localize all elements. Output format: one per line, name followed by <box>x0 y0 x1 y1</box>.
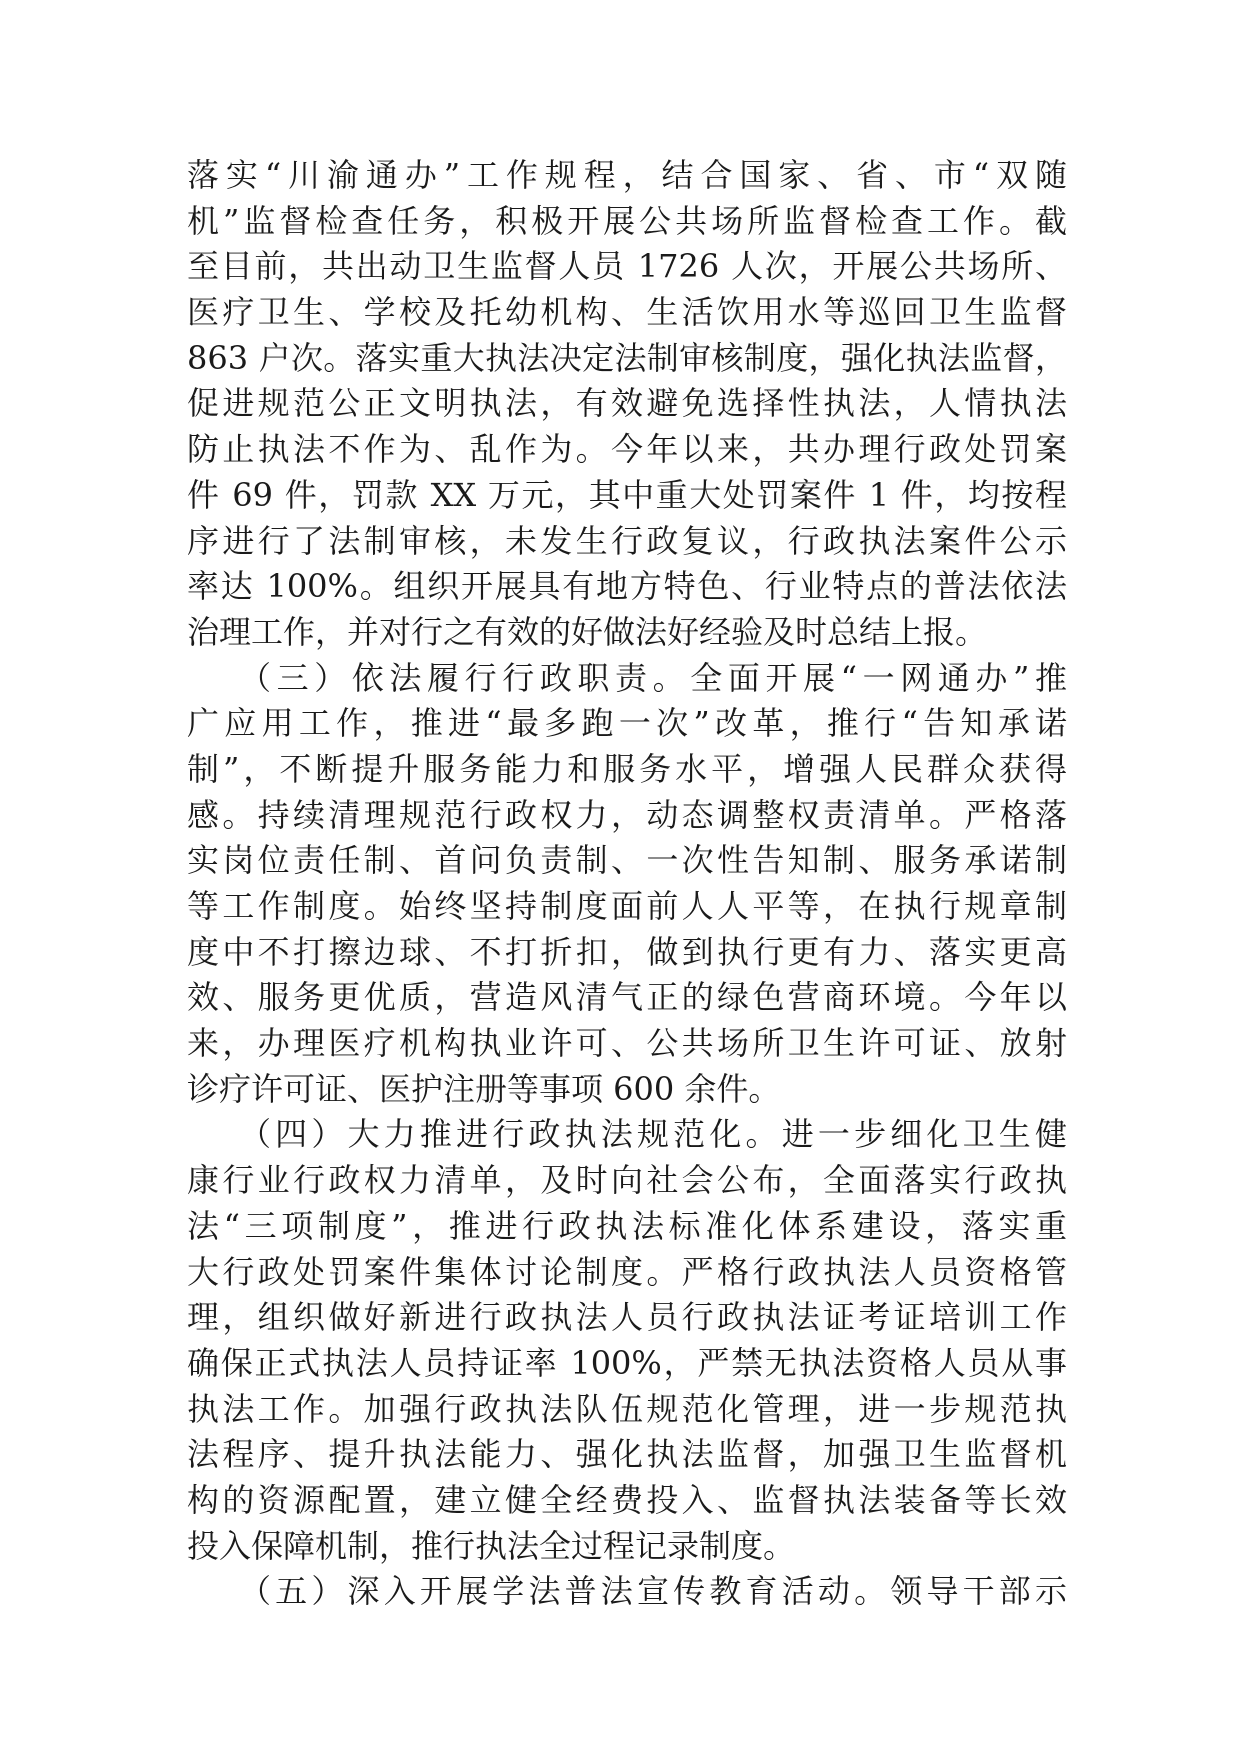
text-line: 确保正式执法人员持证率 100%，严禁无执法资格人员从事 <box>187 1343 1067 1382</box>
text-line: 863 户次。落实重大执法决定法制审核制度，强化执法监督， <box>187 338 1067 377</box>
text-line: 件 69 件，罚款 XX 万元，其中重大处罚案件 1 件，均按程 <box>187 475 1067 514</box>
document-body <box>187 153 1067 1615</box>
text-line: 广应用工作，推进“最多跑一次”改革，推行“告知承诺 <box>187 704 1067 743</box>
text-line: （三）依法履行行政职责。全面开展“一网通办”推 <box>239 658 1067 697</box>
text-line: 构的资源配置，建立健全经费投入、监督执法装备等长效 <box>187 1480 1067 1519</box>
text-line: 防止执法不作为、乱作为。今年以来，共办理行政处罚案 <box>187 430 1067 469</box>
text-line: 效、服务更优质，营造风清气正的绿色营商环境。今年以 <box>187 978 1067 1017</box>
text-line: （四）大力推进行政执法规范化。进一步细化卫生健 <box>239 1115 1067 1154</box>
text-line: 法“三项制度”，推进行政执法标准化体系建设，落实重 <box>187 1206 1067 1245</box>
text-line: （五）深入开展学法普法宣传教育活动。领导干部示 <box>239 1572 1067 1611</box>
text-line: 理，组织做好新进行政执法人员行政执法证考证培训工作 <box>187 1298 1067 1337</box>
text-line: 度中不打擦边球、不打折扣，做到执行更有力、落实更高 <box>187 932 1067 971</box>
text-line: 大行政处罚案件集体讨论制度。严格行政执法人员资格管 <box>187 1252 1067 1291</box>
text-line: 感。持续清理规范行政权力，动态调整权责清单。严格落 <box>187 795 1067 834</box>
text-line: 落实“川渝通办”工作规程，结合国家、省、市“双随 <box>187 156 1067 194</box>
text-line: 制”，不断提升服务能力和服务水平，增强人民群众获得 <box>187 749 1067 788</box>
text-line: 至目前，共出动卫生监督人员 1726 人次，开展公共场所、 <box>187 247 1067 286</box>
text-line: 法程序、提升执法能力、强化执法监督，加强卫生监督机 <box>187 1435 1067 1474</box>
text-line: 促进规范公正文明执法，有效避免选择性执法，人情执法 <box>187 384 1067 423</box>
text-line: 实岗位责任制、首问负责制、一次性告知制、服务承诺制 <box>187 841 1067 880</box>
text-line: 医疗卫生、学校及托幼机构、生活饮用水等巡回卫生监督 <box>187 293 1067 332</box>
text-line: 执法工作。加强行政执法队伍规范化管理，进一步规范执 <box>187 1389 1067 1428</box>
text-line: 诊疗许可证、医护注册等事项 600 余件。 <box>187 1069 781 1108</box>
text-line: 投入保障机制，推行执法全过程记录制度。 <box>187 1526 796 1565</box>
text-line: 机”监督检查任务，积极开展公共场所监督检查工作。截 <box>187 201 1067 240</box>
text-line: 治理工作，并对行之有效的好做法好经验及时总结上报。 <box>187 612 988 651</box>
text-line: 来，办理医疗机构执业许可、公共场所卫生许可证、放射 <box>187 1024 1067 1063</box>
text-line: 序进行了法制审核，未发生行政复议，行政执法案件公示 <box>187 521 1067 560</box>
text-line: 康行业行政权力清单，及时向社会公布，全面落实行政执 <box>187 1161 1067 1200</box>
text-line: 等工作制度。始终坚持制度面前人人平等，在执行规章制 <box>187 887 1067 925</box>
text-line: 率达 100%。组织开展具有地方特色、行业特点的普法依法 <box>187 567 1067 606</box>
